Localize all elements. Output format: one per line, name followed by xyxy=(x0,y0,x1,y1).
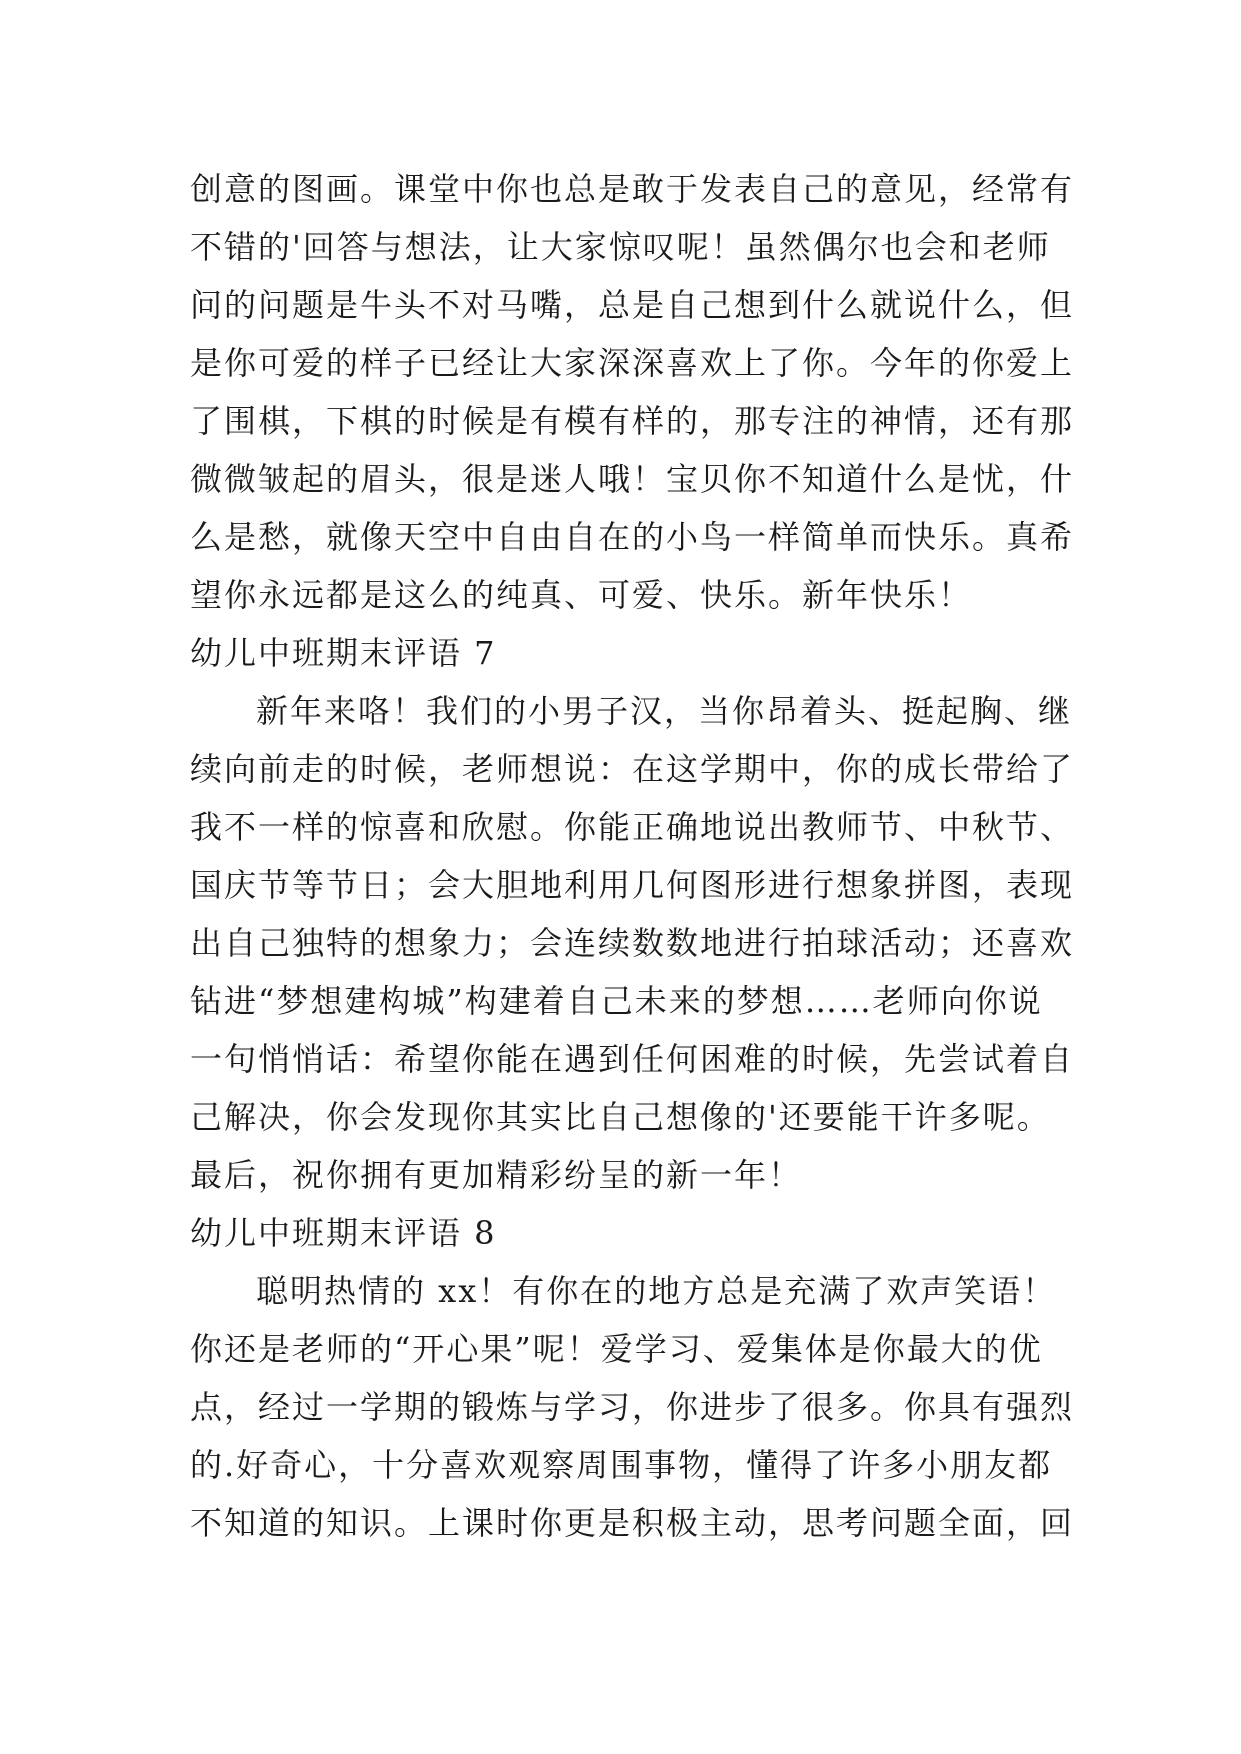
body-line: 点，经过一学期的锻炼与学习，你进步了很多。你具有强烈 xyxy=(190,1388,1075,1426)
body-line: 问的问题是牛头不对马嘴，总是自己想到什么就说什么，但 xyxy=(190,286,1075,324)
body-line: 续向前走的时候，老师想说：在这学期中，你的成长带给了 xyxy=(190,750,1075,788)
document-body xyxy=(190,160,1075,1552)
body-line: 一句悄悄话：希望你能在遇到任何困难的时候，先尝试着自 xyxy=(190,1040,1075,1078)
body-line: 你还是老师的“开心果”呢！爱学习、爱集体是你最大的优 xyxy=(190,1330,1043,1368)
body-line: 国庆节等节日；会大胆地利用几何图形进行想象拼图，表现 xyxy=(190,866,1075,904)
body-line: 己解决，你会发现你其实比自己想像的'还要能干许多呢。 xyxy=(190,1098,1051,1136)
section-heading: 幼儿中班期末评语 8 xyxy=(190,1214,497,1252)
body-line: 望你永远都是这么的纯真、可爱、快乐。新年快乐！ xyxy=(190,576,973,614)
body-line: 不知道的知识。上课时你更是积极主动，思考问题全面，回 xyxy=(190,1504,1075,1542)
body-line: 么是愁，就像天空中自由自在的小鸟一样简单而快乐。真希 xyxy=(190,518,1075,556)
body-line: 创意的图画。课堂中你也总是敢于发表自己的意见，经常有 xyxy=(190,170,1075,208)
body-line: 钻进“梦想建构城”构建着自己未来的梦想……老师向你说 xyxy=(190,982,1043,1020)
paragraph-first-line: 新年来咯！我们的小男子汉，当你昂着头、挺起胸、继 xyxy=(256,692,1073,730)
body-line: 是你可爱的样子已经让大家深深喜欢上了你。今年的你爱上 xyxy=(190,344,1075,382)
body-line: 出自己独特的想象力；会连续数数地进行拍球活动；还喜欢 xyxy=(190,924,1075,962)
body-line: 的.好奇心，十分喜欢观察周围事物，懂得了许多小朋友都 xyxy=(190,1446,1053,1484)
body-line: 我不一样的惊喜和欣慰。你能正确地说出教师节、中秋节、 xyxy=(190,808,1075,846)
paragraph-first-line: 聪明热情的 xx！有你在的地方总是充满了欢声笑语！ xyxy=(256,1272,1057,1310)
body-line: 微微皱起的眉头，很是迷人哦！宝贝你不知道什么是忧，什 xyxy=(190,460,1075,498)
body-line: 不错的'回答与想法，让大家惊叹呢！虽然偶尔也会和老师 xyxy=(190,228,1051,266)
body-line: 最后，祝你拥有更加精彩纷呈的新一年！ xyxy=(190,1156,803,1194)
body-line: 了围棋，下棋的时候是有模有样的，那专注的神情，还有那 xyxy=(190,402,1075,440)
section-heading: 幼儿中班期末评语 7 xyxy=(190,634,497,672)
